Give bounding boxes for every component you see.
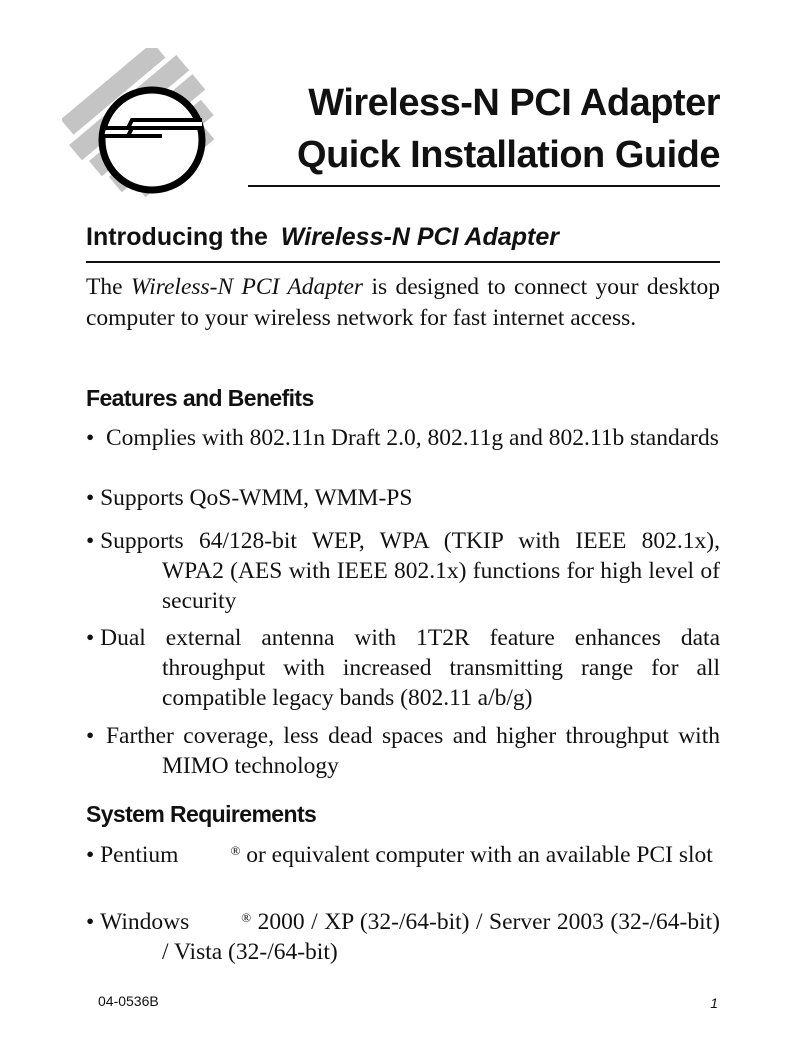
feature-item: • Complies with 802.11n Draft 2.0, 802.11g and 802.11b standards: [86, 425, 719, 451]
intro-text-start: The: [86, 274, 123, 300]
feature-text: Complies with 802.11n Draft 2.0, 802.11g and 802.11b standards: [105, 425, 719, 451]
feature-item: • Supports 64/128-bit WEP, WPA (TKIP with IEEE 802.1x), WPA2 (AES with IEEE 802.1x) functions for high level of security: [86, 528, 720, 614]
feature-item: • Farther coverage, less dead spaces and higher throughput with MIMO technology: [86, 723, 720, 779]
siig-logo-icon: [62, 48, 222, 198]
intro-heading-product: Wireless-N PCI Adapter: [280, 223, 559, 251]
requirement-item: • Windows ® 2000 / XP (32-/64-bit) / Server 2003 (32-/64-bit) / Vista (32-/64-bit): [86, 909, 721, 965]
title-line-2: Quick Installation Guide: [297, 134, 720, 176]
intro-divider: [86, 261, 720, 263]
intro-heading: [86, 223, 559, 252]
requirement-name: Windows: [100, 909, 190, 935]
registered-mark: ®: [230, 843, 241, 858]
requirement-name: Pentium: [100, 842, 179, 868]
feature-text: Supports 64/128-bit WEP, WPA (TKIP with IEEE 802.1x), WPA2 (AES with IEEE 802.1x) functions for high level of security: [100, 528, 720, 614]
feature-text: Supports QoS-WMM, WMM-PS: [100, 485, 413, 511]
document-code: 04-0536B: [98, 993, 159, 1009]
requirement-item: • Pentium ® or equivalent computer with an available PCI slot: [86, 842, 713, 868]
feature-text: Dual external antenna with 1T2R feature enhances data throughput with increased transmitting range for all compatible legacy bands (802.11 a/b/g): [100, 625, 720, 711]
features-heading: Features and Benefits: [86, 385, 314, 411]
intro-paragraph: [86, 272, 720, 334]
intro-text-rest: is designed to connect your desktop computer to your wireless network for fast internet access.: [86, 274, 721, 331]
feature-text: Farther coverage, less dead spaces and higher throughput with MIMO technology: [105, 723, 720, 779]
requirement-text: or equivalent computer with an available PCI slot: [246, 842, 713, 868]
registered-mark: ®: [241, 910, 252, 925]
feature-item: • Supports QoS-WMM, WMM-PS: [86, 485, 413, 511]
feature-item: • Dual external antenna with 1T2R feature enhances data throughput with increased transmitting range for all compatible legacy bands (802.11 a/b/g): [86, 625, 720, 711]
intro-text-product: Wireless-N PCI Adapter: [130, 274, 364, 300]
intro-heading-prefix: Introducing the: [86, 223, 268, 251]
title-divider: [248, 185, 720, 187]
requirement-text: 2000 / XP (32-/64-bit) / Server 2003 (32-/64-bit) / Vista (32-/64-bit): [162, 909, 721, 965]
page-number: 1: [710, 995, 718, 1011]
title-line-1: Wireless-N PCI Adapter: [308, 82, 720, 124]
requirements-heading: System Requirements: [86, 801, 317, 827]
